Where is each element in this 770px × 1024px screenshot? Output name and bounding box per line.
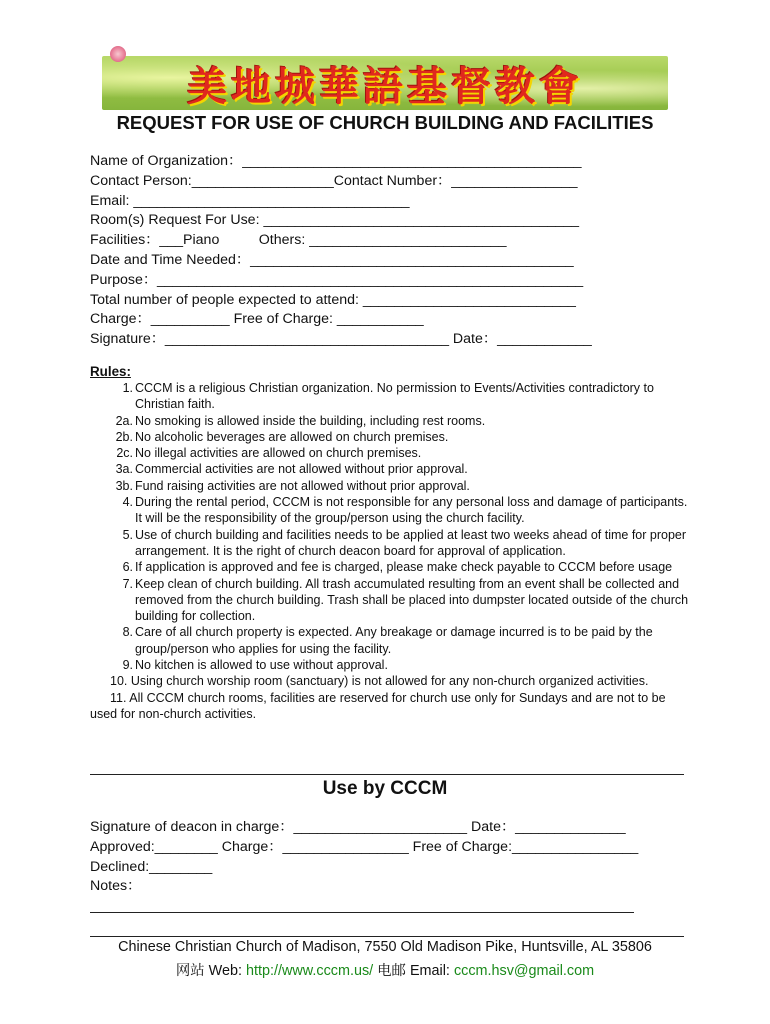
deacon-signature-field: Signature of deacon in charge：______________________ Date：______________ (90, 819, 626, 835)
cccm-section-heading: Use by CCCM (322, 778, 448, 799)
rule-item: 4. During the rental period, CCCM is not responsible for any personal loss and damage of participants. It will be the responsibility of the group/person using the church facility. (122, 495, 688, 526)
footer-contact (0, 959, 770, 980)
rule-item-11: 11. All CCCM church rooms, facilities are reserved for church use only for Sundays and are not to be used for non-church activities. (90, 690, 666, 721)
rule-item: 7. Keep clean of church building. All trash accumulated resulting from an event shall be collected and removed from the church building. Trash shall be placed into dumpster located outside of the church building for collection. (122, 576, 689, 624)
approval-field: Approved:________ Charge：________________ Free of Charge:________________ (90, 838, 639, 855)
footer-divider (90, 936, 684, 937)
rules-list (90, 380, 690, 722)
email-label: 电邮 Email: (373, 963, 454, 979)
signature-field: Signature：____________________________________ Date：____________ (90, 331, 592, 348)
rooms-field: Room(s) Request For Use: ________________________________________ (90, 212, 580, 229)
notes-line (90, 912, 634, 913)
cccm-section (90, 818, 690, 897)
rule-item: 3a. Commercial activities are not allowed without prior approval. (115, 462, 468, 477)
notes-label: Notes： (90, 878, 142, 895)
attendance-field: Total number of people expected to attend: ___________________________ (90, 291, 576, 308)
facilities-field: Facilities：___Piano Others: _________________________ (90, 232, 507, 249)
banner-chinese-name: 美地城華語基督教會 (187, 62, 583, 110)
church-banner-logo (102, 56, 668, 110)
rule-item: 5. Use of church building and facilities needs to be applied at least two weeks ahead of time for proper arrangement. It is the right of church deacon board for approval of application. (122, 527, 687, 558)
section-divider (90, 774, 684, 775)
rule-item: 8. Care of all church property is expected. Any breakage or damage incurred is to be paid by the group/person who applies for using the facility. (122, 625, 653, 656)
purpose-field: Purpose：______________________________________________________ (90, 271, 584, 288)
rule-item: 2b. No alcoholic beverages are allowed on church premises. (115, 429, 449, 444)
rules-heading: Rules: (90, 364, 131, 379)
rule-item: 6. If application is approved and fee is charged, please make check payable to CCCM before usage (122, 560, 673, 575)
page-title: REQUEST FOR USE OF CHURCH BUILDING AND FACILITIES (116, 112, 654, 133)
website-link[interactable]: http://www.cccm.us/ (246, 963, 374, 979)
request-form (90, 152, 690, 350)
flower-icon (110, 46, 126, 62)
rule-item: 2c. No illegal activities are allowed on church premises. (116, 446, 422, 461)
email-link[interactable]: cccm.hsv@gmail.com (453, 963, 595, 979)
rule-item-10: 10. Using church worship room (sanctuary) is not allowed for any non-church organized activities. (110, 674, 649, 689)
rule-item: 1. CCCM is a religious Christian organization. No permission to Events/Activities contradictory to Christian faith. (122, 381, 654, 412)
contact-field: Contact Person:__________________Contact Number：________________ (90, 172, 578, 189)
rule-item: 3b. Fund raising activities are not allowed without prior approval. (115, 478, 470, 493)
rule-item: 2a. No smoking is allowed inside the building, including rest rooms. (115, 413, 486, 428)
email-field: Email: ___________________________________ (90, 192, 410, 209)
declined-field: Declined:________ (90, 858, 213, 875)
rule-item: 9. No kitchen is allowed to use without approval. (122, 658, 388, 673)
organization-field: Name of Organization：___________________________________________ (90, 153, 582, 169)
charge-field: Charge：__________ Free of Charge: ___________ (90, 311, 424, 328)
datetime-field: Date and Time Needed：_________________________________________ (90, 251, 574, 268)
web-label: 网站 Web: (175, 963, 247, 979)
footer-address: Chinese Christian Church of Madison, 7550 Old Madison Pike, Huntsville, AL 35806 (118, 939, 652, 955)
